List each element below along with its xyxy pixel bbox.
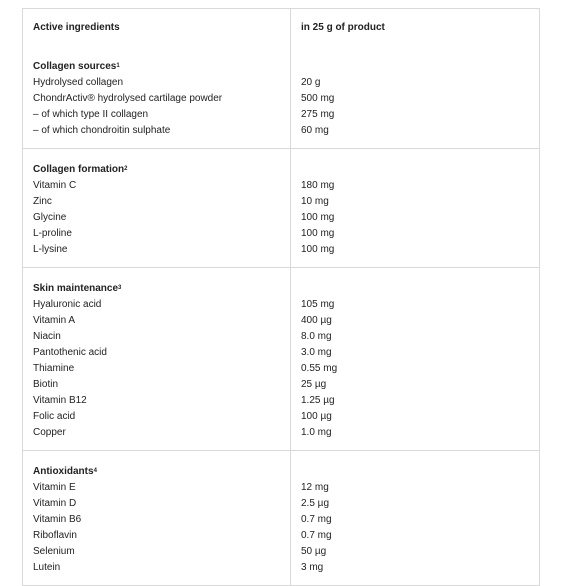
ingredient-name: Folic acid: [33, 411, 76, 422]
ingredient-amount: 20 g: [301, 77, 321, 88]
ingredient-amount: 25 µg: [301, 379, 327, 390]
section-title-text: Collagen sources: [33, 61, 117, 72]
ingredient-amount: 100 mg: [301, 244, 335, 255]
section-title-spacer: [301, 59, 539, 75]
ingredient-amount: 1.25 µg: [301, 395, 335, 406]
ingredient-amount: 0.7 mg: [301, 514, 332, 525]
ingredient-name: – of which type II collagen: [33, 109, 149, 120]
ingredient-name: ChondrActiv® hydrolysed cartilage powder: [33, 93, 223, 104]
section-title-text: Skin maintenance: [33, 283, 119, 294]
section-amounts-cell: [291, 46, 539, 148]
section-row: [23, 148, 539, 267]
ingredient-name: Biotin: [33, 379, 59, 390]
ingredient-amount: 1.0 mg: [301, 427, 332, 438]
ingredient-amount: 60 mg: [301, 125, 329, 136]
ingredient-amount: 3.0 mg: [301, 347, 332, 358]
ingredient-amount: 100 mg: [301, 228, 335, 239]
ingredient-name: Vitamin B6: [33, 514, 82, 525]
ingredient-name: Selenium: [33, 546, 75, 557]
footnote-marker: 2: [124, 166, 128, 172]
section-title: [33, 464, 290, 480]
section-amounts-cell: [291, 451, 539, 585]
section-names-cell: [23, 451, 291, 585]
ingredient-name: Vitamin A: [33, 315, 76, 326]
footnote-marker: 4: [93, 468, 97, 474]
ingredient-amount: 10 mg: [301, 196, 329, 207]
ingredient-name: Niacin: [33, 331, 61, 342]
section-row: [23, 450, 539, 585]
section-title-text: Antioxidants: [33, 466, 94, 477]
ingredient-name: L-proline: [33, 228, 72, 239]
ingredient-name: Vitamin B12: [33, 395, 87, 406]
table-header-row: [23, 9, 539, 46]
section-title-spacer: [301, 281, 539, 297]
section-row: [23, 267, 539, 450]
table-body: [23, 46, 539, 585]
ingredient-name: Hydrolysed collagen: [33, 77, 124, 88]
ingredient-amount: 275 mg: [301, 109, 335, 120]
ingredient-name: Pantothenic acid: [33, 347, 107, 358]
ingredient-name: L-lysine: [33, 244, 68, 255]
ingredient-amount: 8.0 mg: [301, 331, 332, 342]
footnote-marker: 3: [118, 285, 122, 291]
ingredient-amount: 0.55 mg: [301, 363, 338, 374]
ingredient-name: Zinc: [33, 196, 52, 207]
section-title: [33, 281, 290, 297]
ingredient-amount: 0.7 mg: [301, 530, 332, 541]
ingredient-amount: 500 mg: [301, 93, 335, 104]
ingredient-name: Vitamin C: [33, 180, 77, 191]
header-amount: in 25 g of product: [301, 22, 385, 33]
ingredient-name: Riboflavin: [33, 530, 77, 541]
section-title-spacer: [301, 162, 539, 178]
section-amounts-cell: [291, 268, 539, 450]
section-title-text: Collagen formation: [33, 164, 125, 175]
footnote-marker: 1: [116, 63, 120, 69]
section-names-cell: [23, 268, 291, 450]
ingredient-name: Lutein: [33, 562, 61, 573]
section-names-cell: [23, 149, 291, 267]
ingredient-name: Copper: [33, 427, 66, 438]
section-title: [33, 162, 290, 178]
ingredient-amount: 180 mg: [301, 180, 335, 191]
ingredient-name: Thiamine: [33, 363, 75, 374]
ingredient-amount: 100 mg: [301, 212, 335, 223]
ingredient-amount: 105 mg: [301, 299, 335, 310]
ingredient-amount: 3 mg: [301, 562, 324, 573]
section-amounts-cell: [291, 149, 539, 267]
header-active-ingredients: Active ingredients: [23, 9, 291, 46]
ingredient-amount: 2.5 µg: [301, 498, 330, 509]
section-names-cell: [23, 46, 291, 148]
ingredient-amount: 400 µg: [301, 315, 332, 326]
ingredient-amount: 12 mg: [301, 482, 329, 493]
ingredient-name: – of which chondroitin sulphate: [33, 125, 171, 136]
ingredient-amount: 50 µg: [301, 546, 327, 557]
ingredients-table: [22, 8, 540, 586]
ingredient-name: Hyaluronic acid: [33, 299, 102, 310]
section-title-spacer: [301, 464, 539, 480]
section-row: [23, 46, 539, 148]
section-title: [33, 59, 290, 75]
ingredient-name: Vitamin D: [33, 498, 77, 509]
ingredient-amount: 100 µg: [301, 411, 332, 422]
ingredient-name: Vitamin E: [33, 482, 76, 493]
ingredient-name: Glycine: [33, 212, 67, 223]
